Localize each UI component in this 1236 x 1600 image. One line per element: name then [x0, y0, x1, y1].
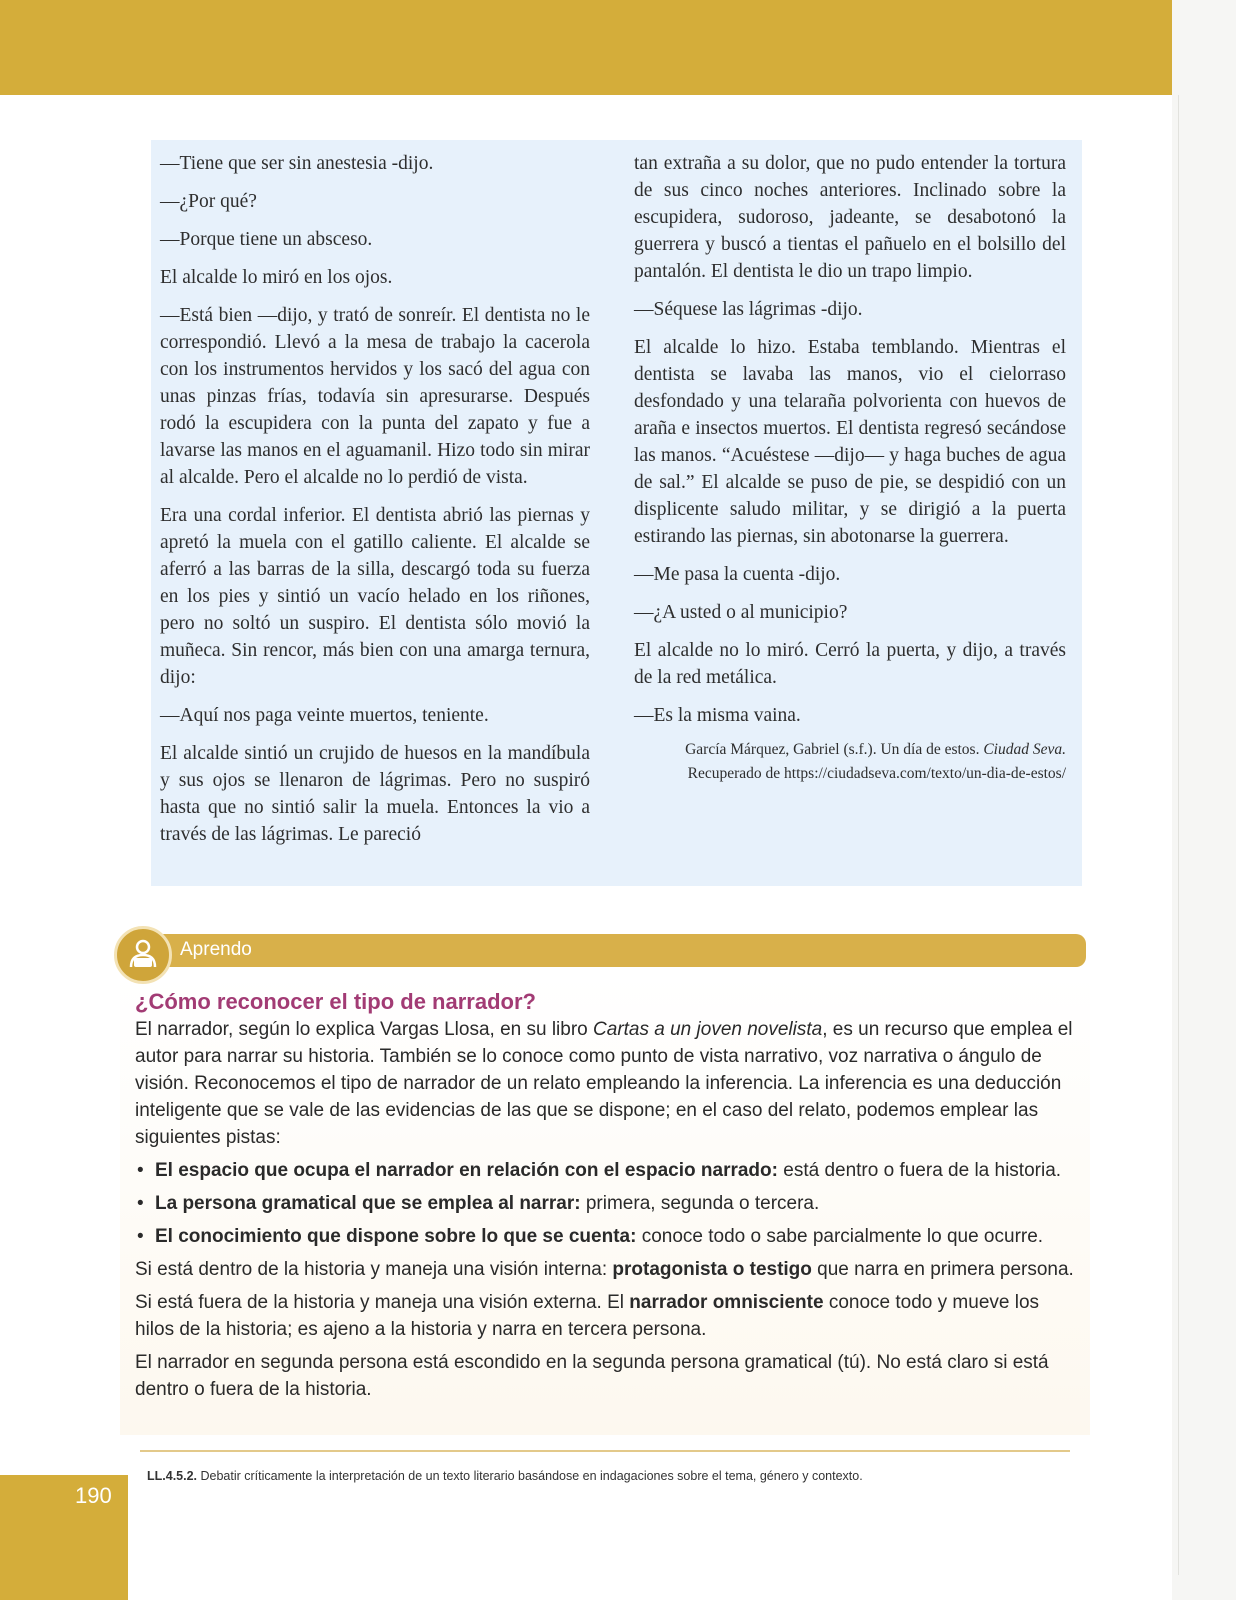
reading-right-column [634, 150, 1066, 786]
citation-source: Ciudad Seva. [983, 741, 1066, 758]
emphasis: narrador omnisciente [629, 1292, 824, 1313]
paragraph: —Me pasa la cuenta -dijo. [634, 564, 841, 585]
paragraph [135, 1256, 1083, 1283]
text: conoce todo y mueve los hilos de la historia; es ajeno a la historia y narra en tercera persona. [135, 1292, 1040, 1340]
paragraph: El alcalde lo miró en los ojos. [160, 267, 393, 288]
paragraph [135, 1289, 1083, 1343]
paragraph: —Aquí nos paga veinte muertos, teniente. [160, 705, 489, 726]
skill-reference [147, 1469, 863, 1483]
list-item-term: El espacio que ocupa el narrador en relación con el espacio narrado: [155, 1160, 778, 1181]
intro-text-cont: , es un recurso que emplea el autor para narrar su historia. También se lo conoce como punto de vista narrativo, voz narrativa o ángulo de visión. Reconocemos el tipo de narrador de un relato empleando la inferencia. La inferencia es una deducción inteligente que se vale de las evidencias de las que se dispone; en el caso del relato, podemos emplear las siguientes pistas: [135, 1019, 1073, 1148]
list-item [135, 1190, 1083, 1217]
list-item-text: primera, segunda o tercera. [580, 1193, 820, 1214]
paragraph: —¿Por qué? [160, 191, 257, 212]
paragraph: —Es la misma vaina. [634, 705, 801, 726]
reading-left-column [160, 150, 590, 859]
paragraph: El alcalde sintió un crujido de huesos en la mandíbula y sus ojos se llenaron de lágrimas. Pero no suspiró hasta que no sintió salir la muela. Entonces la vio a través de las lágrimas. Le pareció [160, 743, 590, 845]
text: que narra en primera persona. [811, 1259, 1074, 1280]
list-item [135, 1157, 1083, 1184]
list-item [135, 1223, 1083, 1250]
paragraph: —Está bien —dijo, y trató de sonreír. El dentista no le correspondió. Llevó a la mesa de trabajo la cacerola con los instrumentos hervidos y los sacó del agua con unas pinzas frías, todavía sin apresurarse. Después rodó la escupidera con la punta del zapato y fue a lavarse las manos en el aguamanil. Hizo todo sin mirar al alcalde. Pero el alcalde no lo perdió de vista. [160, 305, 590, 488]
paragraph: —Porque tiene un absceso. [160, 229, 373, 250]
list-item-text: está dentro o fuera de la historia. [777, 1160, 1062, 1181]
paragraph: El alcalde no lo miró. Cerró la puerta, y dijo, a través de la red metálica. [634, 640, 1066, 688]
paragraph: —Tiene que ser sin anestesia -dijo. [160, 153, 434, 174]
section-title: ¿Cómo reconocer el tipo de narrador? [135, 989, 536, 1014]
paragraph: tan extraña a su dolor, que no pudo entender la tortura de sus cinco noches anteriores. Inclinado sobre la escupidera, sudoroso, jadeante, se desabotonó la guerrera y buscó a tientas el pañuelo en el bolsillo del pantalón. El dentista le dio un trapo limpio. [634, 153, 1066, 282]
intro-text: El narrador, según lo explica Vargas Llosa, en su libro [135, 1019, 594, 1040]
list-item-term: El conocimiento que dispone sobre lo que se cuenta: [155, 1226, 637, 1247]
page-number: 190 [75, 1483, 112, 1508]
text: Si está fuera de la historia y maneja una visión externa. El [135, 1292, 630, 1313]
reading-person-icon [114, 926, 172, 984]
citation-author: García Márquez, Gabriel (s.f.). Un día de estos. [685, 741, 980, 758]
aprendo-content [135, 988, 1083, 1409]
book-title: Cartas a un joven novelista [593, 1019, 823, 1040]
clue-list [135, 1157, 1083, 1250]
list-item-term: La persona gramatical que se emplea al narrar: [155, 1193, 581, 1214]
paragraph: El narrador en segunda persona está escondido en la segunda persona gramatical (tú). No está claro si está dentro o fuera de la historia. [135, 1352, 1049, 1400]
list-item-text: conoce todo o sabe parcialmente lo que ocurre. [636, 1226, 1044, 1247]
aprendo-header-bar [160, 934, 1086, 967]
paragraph: —Séquese las lágrimas -dijo. [634, 299, 863, 320]
paragraph: El alcalde lo hizo. Estaba temblando. Mientras el dentista se lavaba las manos, vio el cielorraso desfondado y una telaraña polvorienta con huevos de araña e insectos muertos. El dentista regresó secándose las manos. “Acuéstese —dijo— y haga buches de agua de sal.” El alcalde se puso de pie, se despidió con un displicente saludo militar, y se dirigió a la puerta estirando las piernas, sin abotonarse la guerrera. [634, 337, 1066, 547]
citation [634, 738, 1066, 786]
emphasis: protagonista o testigo [612, 1259, 812, 1280]
paragraph: Era una cordal inferior. El dentista abrió las piernas y apretó la muela con el gatillo caliente. El alcalde se aferró a las barras de la silla, descargó toda su fuerza en los pies y sintió un vacío helado en los riñones, pero no soltó un suspiro. El dentista sólo movió la muñeca. Sin rencor, más bien con una amarga ternura, dijo: [160, 505, 590, 688]
page-edge [1172, 0, 1236, 1600]
paragraph: —¿A usted o al municipio? [634, 602, 848, 623]
aprendo-label: Aprendo [180, 939, 252, 960]
skill-text: Debatir críticamente la interpretación de un texto literario basándose en indagaciones sobre el tema, género y contexto. [197, 1469, 863, 1483]
intro-paragraph [135, 1016, 1083, 1151]
footer-divider [140, 1450, 1070, 1452]
citation-url: Recuperado de https://ciudadseva.com/texto/un-dia-de-estos/ [687, 765, 1066, 782]
skill-code: LL.4.5.2. [147, 1469, 198, 1483]
page-edge-line [1178, 95, 1179, 1575]
text: Si está dentro de la historia y maneja una visión interna: [135, 1259, 613, 1280]
top-header-band [0, 0, 1172, 95]
